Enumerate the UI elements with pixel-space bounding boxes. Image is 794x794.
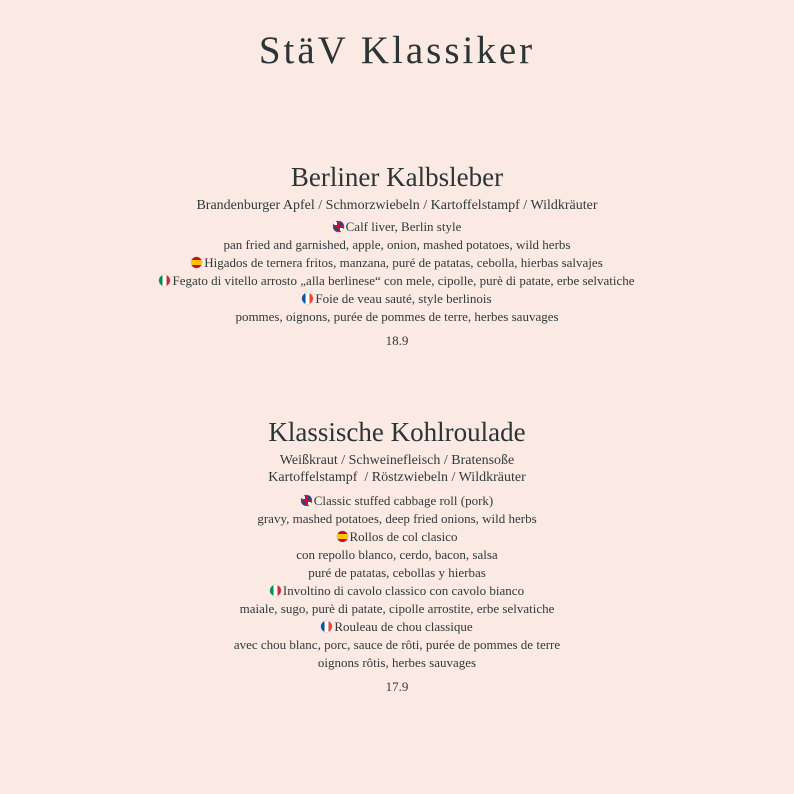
translation-en-desc: pan fried and garnished, apple, onion, mashed potatoes, wild herbs	[223, 237, 571, 252]
france-flag-icon	[302, 293, 313, 304]
france-flag-icon	[321, 621, 332, 632]
translation-es-desc: con repollo blanco, cerdo, bacon, salsa	[296, 547, 498, 562]
dish-price: 17.9	[385, 679, 409, 694]
translation-it-desc: maiale, sugo, purè di patate, cipolle arrostite, erbe selvatiche	[239, 601, 555, 616]
translations	[0, 492, 794, 672]
translations	[0, 218, 794, 326]
translation-en-title: Classic stuffed cabbage roll (pork)	[0, 492, 794, 510]
translation-it-title: Fegato di vitello arrosto „alla berlinese“ con mele, cipolle, purè di patate, erbe selvatiche	[0, 272, 794, 290]
translation-fr-title: Foie de veau sauté, style berlinois	[0, 290, 794, 308]
translation-es-desc: puré de patatas, cebollas y hierbas	[308, 565, 486, 580]
italy-flag-icon	[159, 275, 170, 286]
translation-it-title: Involtino di cavolo classico con cavolo bianco	[0, 582, 794, 600]
dish-subtitle-line: Kartoffelstampf / Röstzwiebeln / Wildkräuter	[268, 470, 526, 485]
page-title: StäV Klassiker	[258, 29, 536, 72]
dish-subtitle-line: Brandenburger Apfel / Schmorzwiebeln / Kartoffelstampf / Wildkräuter	[196, 198, 598, 213]
uk-flag-icon	[301, 495, 312, 506]
dish-subtitle	[0, 452, 794, 486]
dish-klassische-kohlroulade	[0, 415, 794, 695]
spain-flag-icon	[191, 257, 202, 268]
dish-berliner-kalbsleber	[0, 160, 794, 349]
translation-es-title: Rollos de col clasico	[0, 528, 794, 546]
translation-fr-desc: avec chou blanc, porc, sauce de rôti, purée de pommes de terre	[233, 637, 561, 652]
dish-subtitle-line: Weißkraut / Schweinefleisch / Bratensoße	[279, 453, 515, 468]
translation-en-desc: gravy, mashed potatoes, deep fried onions, wild herbs	[257, 511, 537, 526]
translation-fr-desc: oignons rôtis, herbes sauvages	[317, 655, 477, 670]
spain-flag-icon	[337, 531, 348, 542]
dish-name: Berliner Kalbsleber	[290, 162, 504, 192]
dish-subtitle	[0, 197, 794, 214]
italy-flag-icon	[270, 585, 281, 596]
uk-flag-icon	[333, 221, 344, 232]
translation-es-title: Higados de ternera fritos, manzana, puré de patatas, cebolla, hierbas salvajes	[0, 254, 794, 272]
translation-en-title: Calf liver, Berlin style	[0, 218, 794, 236]
translation-fr-desc: pommes, oignons, purée de pommes de terre, herbes sauvages	[235, 309, 559, 324]
translation-fr-title: Rouleau de chou classique	[0, 618, 794, 636]
dish-price: 18.9	[385, 333, 409, 348]
dish-name: Klassische Kohlroulade	[268, 417, 526, 447]
